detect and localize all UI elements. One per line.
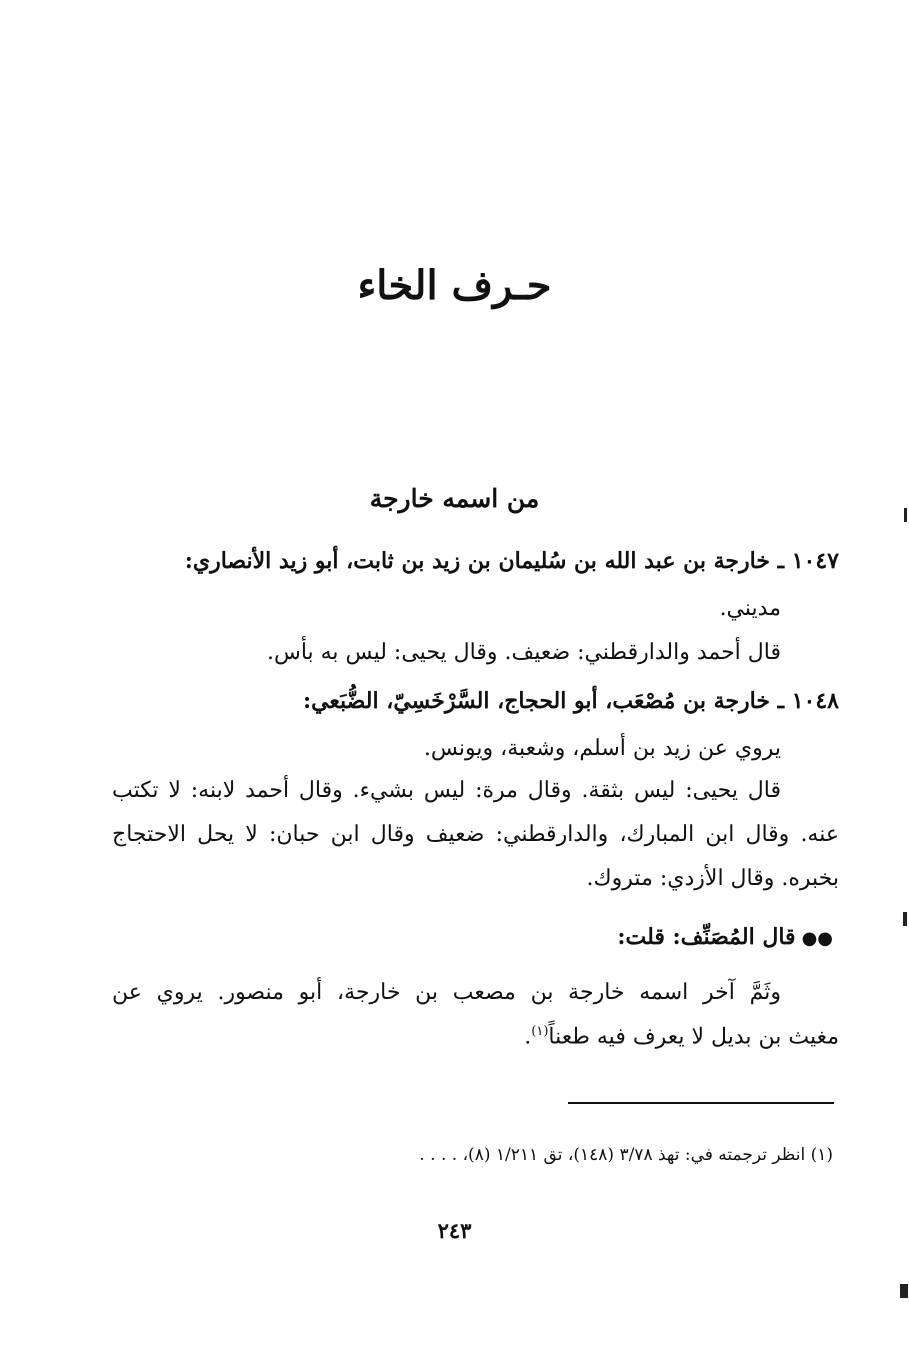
- entry-heading: [303, 688, 839, 714]
- entry-text-line: يروي عن زيد بن أسلم، وشعبة، ويونس.: [423, 736, 781, 761]
- author-note-end: .: [524, 1024, 532, 1050]
- author-note-line: مغيث بن بديل لا يعرف فيه طعناً: [548, 1024, 839, 1050]
- entry-text-line: قال يحيى: ليس بثقة. وقال مرة: ليس بشيء. وقال أحمد لابنه: لا تكتب: [112, 778, 781, 803]
- author-note-label-text: قال المُصَنِّف: قلت:: [617, 924, 796, 950]
- entry-heading: [185, 548, 839, 574]
- author-note-label: [617, 924, 833, 950]
- entry-number: ١٠٤٧: [791, 548, 839, 574]
- bullet-icon: ●●: [801, 928, 833, 949]
- entry-text-line: بخبره. وقال الأزدي: متروك.: [586, 866, 839, 891]
- footnote-ref: (١): [531, 1024, 549, 1039]
- footnote: (١) انظر ترجمته في: تهذ ٣/٧٨ (١٤٨)، تق ١/٢١١ (٨)، . . . .: [419, 1145, 833, 1165]
- entry-heading-text: ـ خارجة بن عبد الله بن سُليمان بن زيد بن ثابت، أبو زيد الأنصاري:: [184, 548, 792, 574]
- author-note-line: وثَمَّ آخر اسمه خارجة بن مصعب بن خارجة، أبو منصور. يروي عن: [112, 980, 781, 1005]
- footnote-divider: [568, 1102, 834, 1104]
- chapter-title: حـرف الخاء: [357, 262, 552, 309]
- scan-mark: [900, 1284, 908, 1298]
- entry-text-line: مديني.: [719, 596, 781, 621]
- entry-text-line: عنه. وقال ابن المبارك، والدارقطني: ضعيف وقال ابن حبان: لا يحل الاحتجاج: [112, 822, 839, 847]
- page-number: ٢٤٣: [437, 1218, 472, 1243]
- scan-mark: [903, 912, 907, 926]
- entry-heading-text: ـ خارجة بن مُصْعَب، أبو الحجاج، السَّرْخَسِيّ، الضُّبَعي:: [302, 688, 792, 714]
- scan-mark: [904, 508, 907, 522]
- author-note-line-last: [524, 1024, 839, 1049]
- entry-text-line: قال أحمد والدارقطني: ضعيف. وقال يحيى: ليس به بأس.: [266, 640, 781, 665]
- entry-number: ١٠٤٨: [791, 688, 839, 714]
- section-title: من اسمه خارجة: [369, 484, 540, 513]
